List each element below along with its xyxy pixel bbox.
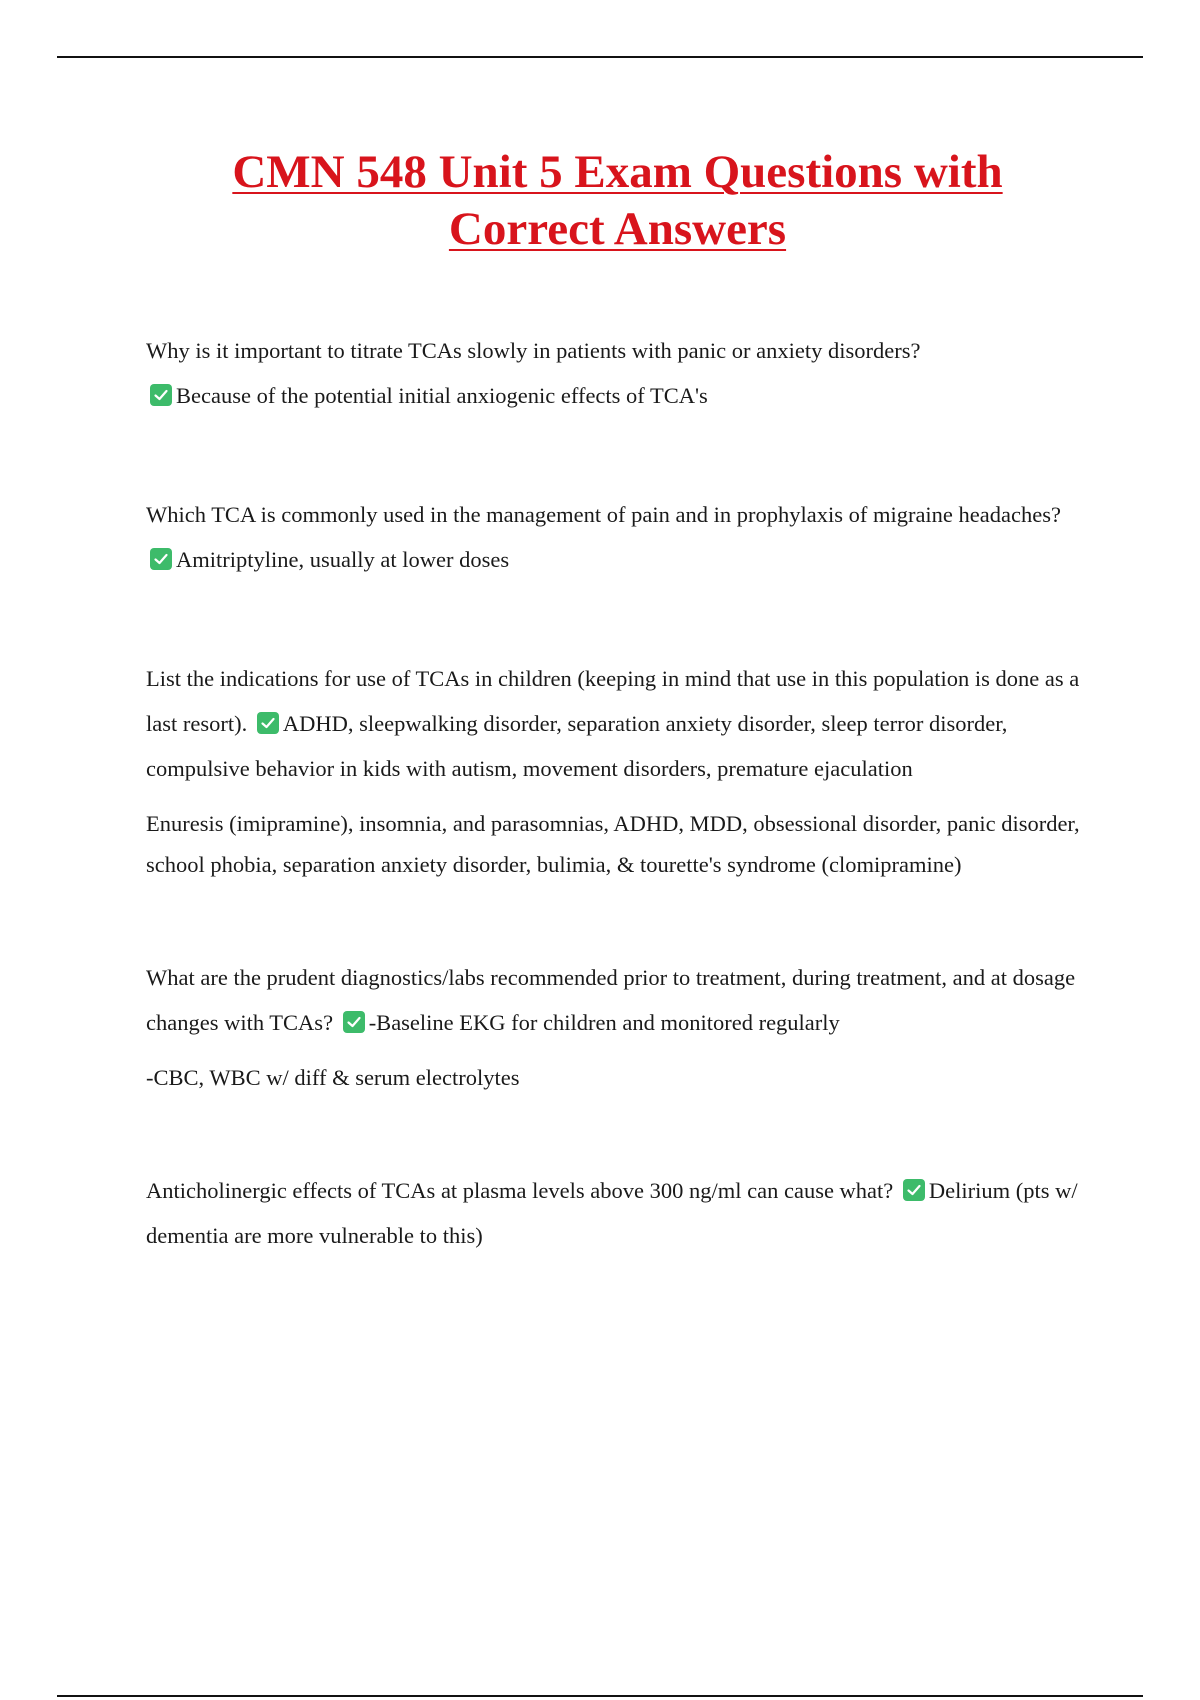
qa-item [146, 328, 1091, 418]
check-mark-icon [903, 1179, 925, 1201]
answer-text: Amitriptyline, usually at lower doses [176, 547, 510, 572]
answer-text: Delirium (pts w/ dementia are more vulnerable to this) [146, 1178, 1078, 1248]
qa-paragraph [146, 1168, 1091, 1258]
qa-item [146, 955, 1091, 1098]
qa-paragraph [146, 656, 1091, 791]
qa-paragraph [146, 955, 1091, 1045]
answer-continuation: -CBC, WBC w/ diff & serum electrolytes [146, 1065, 520, 1090]
document-title: CMN 548 Unit 5 Exam Questions with Correct Answers [232, 146, 1003, 255]
qa-paragraph [146, 492, 1091, 582]
answer-text: -Baseline EKG for children and monitored regularly [368, 1010, 840, 1035]
qa-list [146, 328, 1091, 1258]
question-text: Why is it important to titrate TCAs slowly in patients with panic or anxiety disorders? [146, 338, 921, 363]
question-text: What are the prudent diagnostics/labs recommended prior to treatment, during treatment, and at dosage changes with TCAs? [146, 965, 1076, 1035]
spacer [146, 1098, 1091, 1168]
bottom-rule [57, 1695, 1143, 1697]
answer-text: Because of the potential initial anxiogenic effects of TCA's [176, 383, 708, 408]
spacer [146, 418, 1091, 492]
check-mark-icon [257, 712, 279, 734]
qa-item [146, 656, 1091, 885]
check-mark-icon [150, 384, 172, 406]
qa-item [146, 492, 1091, 582]
question-text: Anticholinergic effects of TCAs at plasma levels above 300 ng/ml can cause what? [146, 1178, 894, 1203]
answer-continuation: Enuresis (imipramine), insomnia, and parasomnias, ADHD, MDD, obsessional disorder, panic disorder, school phobia, separation anxiety disorder, bulimia, & tourette's syndrome (clomipramine) [146, 811, 1080, 877]
qa-paragraph [146, 328, 1091, 418]
answer-text: ADHD, sleepwalking disorder, separation anxiety disorder, sleep terror disorder, compulsive behavior in kids with autism, movement disorders, premature ejaculation [146, 711, 1008, 781]
check-mark-icon [150, 548, 172, 570]
spacer [146, 885, 1091, 955]
spacer [146, 582, 1091, 656]
qa-item [146, 1168, 1091, 1258]
check-mark-icon [343, 1011, 365, 1033]
top-rule [57, 56, 1143, 58]
question-text: List the indications for use of TCAs in children (keeping in mind that use in this population is done as a last resort). [146, 666, 1080, 736]
question-text: Which TCA is commonly used in the management of pain and in prophylaxis of migraine headaches? [146, 502, 1061, 527]
